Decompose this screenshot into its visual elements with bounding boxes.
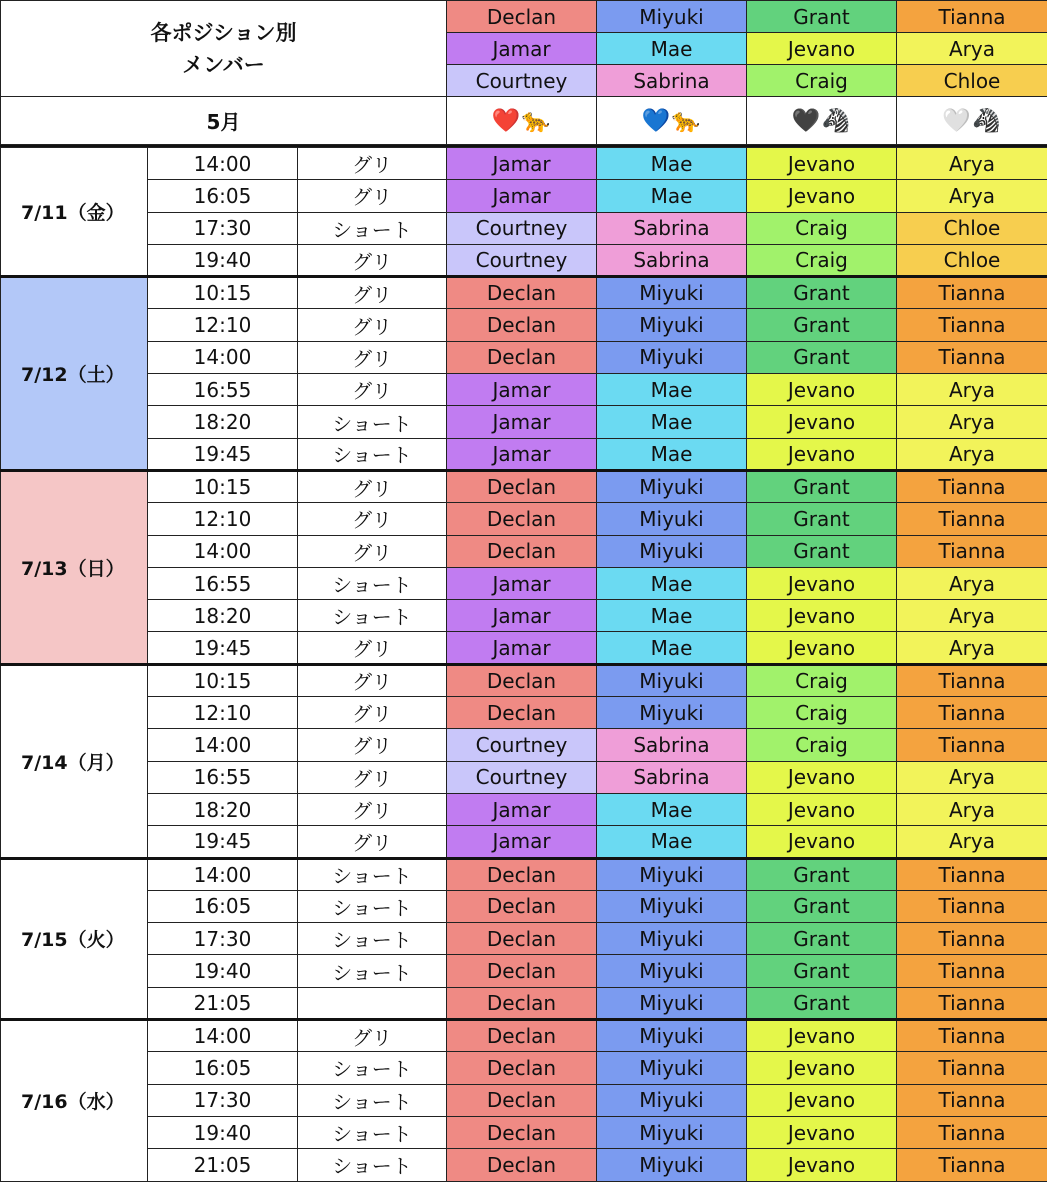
member-cell: Arya (897, 180, 1047, 212)
schedule-row (1, 1149, 1047, 1181)
show-type-cell: グリ (298, 1020, 447, 1052)
time-cell: 16:55 (148, 761, 298, 793)
member-cell: Miyuki (597, 341, 747, 373)
show-type-cell: ショート (298, 567, 447, 599)
member-cell: Tianna (897, 1052, 1047, 1084)
schedule-row (1, 470, 1047, 502)
month-label: 5月 (1, 97, 447, 145)
member-cell: Declan (447, 1052, 597, 1084)
member-cell: Tianna (897, 1116, 1047, 1148)
member-cell: Tianna (897, 1020, 1047, 1052)
show-type-cell: ショート (298, 1052, 447, 1084)
member-cell: Declan (447, 309, 597, 341)
member-cell: Chloe (897, 65, 1047, 97)
schedule-row (1, 761, 1047, 793)
show-type-cell: グリ (298, 729, 447, 761)
member-cell: Jamar (447, 406, 597, 438)
time-cell: 10:15 (148, 470, 298, 502)
member-cell: Declan (447, 890, 597, 922)
time-cell: 16:05 (148, 1052, 298, 1084)
member-cell: Declan (447, 535, 597, 567)
member-cell: Sabrina (597, 761, 747, 793)
member-cell: Mae (597, 567, 747, 599)
time-cell: 19:45 (148, 632, 298, 664)
time-cell: 14:00 (148, 535, 298, 567)
member-cell: Declan (447, 987, 597, 1019)
show-type-cell: ショート (298, 955, 447, 987)
member-cell: Sabrina (597, 729, 747, 761)
time-cell: 16:05 (148, 890, 298, 922)
show-type-cell: グリ (298, 374, 447, 406)
member-cell: Sabrina (597, 244, 747, 276)
member-cell: Jamar (447, 33, 597, 65)
member-cell: Jamar (447, 567, 597, 599)
schedule-table (0, 147, 1047, 1182)
member-cell: Arya (897, 632, 1047, 664)
member-cell: Mae (597, 826, 747, 858)
team-emoji-icon: 💙🐆 (597, 97, 747, 145)
member-cell: Grant (747, 1, 897, 33)
member-cell: Tianna (897, 890, 1047, 922)
schedule-row (1, 535, 1047, 567)
time-cell: 16:55 (148, 567, 298, 599)
schedule-row (1, 632, 1047, 664)
title-line-1: 各ポジション別 (150, 20, 297, 45)
member-cell: Jevano (747, 438, 897, 470)
schedule-row (1, 923, 1047, 955)
member-cell: Craig (747, 65, 897, 97)
time-cell: 12:10 (148, 503, 298, 535)
schedule-row (1, 826, 1047, 858)
time-cell: 18:20 (148, 793, 298, 825)
show-type-cell: ショート (298, 212, 447, 244)
show-type-cell: グリ (298, 632, 447, 664)
time-cell: 14:00 (148, 1020, 298, 1052)
member-cell: Jevano (747, 1052, 897, 1084)
time-cell: 16:05 (148, 180, 298, 212)
show-type-cell: グリ (298, 470, 447, 502)
member-cell: Grant (747, 955, 897, 987)
time-cell: 19:45 (148, 438, 298, 470)
member-cell: Arya (897, 148, 1047, 180)
show-type-cell: グリ (298, 761, 447, 793)
member-cell: Declan (447, 1116, 597, 1148)
schedule-row (1, 438, 1047, 470)
time-cell: 14:00 (148, 341, 298, 373)
date-cell: 7/14（月） (1, 664, 148, 858)
member-cell: Jevano (747, 761, 897, 793)
show-type-cell: グリ (298, 535, 447, 567)
member-cell: Declan (447, 341, 597, 373)
schedule-row (1, 1052, 1047, 1084)
member-cell: Miyuki (597, 1, 747, 33)
member-cell: Declan (447, 697, 597, 729)
schedule-row (1, 277, 1047, 309)
member-cell: Courtney (447, 729, 597, 761)
member-cell: Tianna (897, 535, 1047, 567)
schedule-row (1, 600, 1047, 632)
schedule-row (1, 890, 1047, 922)
member-cell: Declan (447, 1020, 597, 1052)
schedule-row (1, 664, 1047, 696)
date-cell: 7/11（金） (1, 148, 148, 277)
member-cell: Jamar (447, 826, 597, 858)
member-cell: Miyuki (597, 890, 747, 922)
date-cell: 7/12（土） (1, 277, 148, 471)
member-cell: Craig (747, 697, 897, 729)
member-cell: Tianna (897, 277, 1047, 309)
show-type-cell: ショート (298, 1116, 447, 1148)
time-cell: 16:55 (148, 374, 298, 406)
member-cell: Miyuki (597, 858, 747, 890)
member-cell: Miyuki (597, 309, 747, 341)
member-cell: Miyuki (597, 697, 747, 729)
member-cell: Miyuki (597, 664, 747, 696)
member-cell: Arya (897, 33, 1047, 65)
member-cell: Arya (897, 406, 1047, 438)
time-cell: 10:15 (148, 664, 298, 696)
member-cell: Miyuki (597, 923, 747, 955)
member-cell: Miyuki (597, 987, 747, 1019)
member-cell: Arya (897, 438, 1047, 470)
member-cell: Jamar (447, 793, 597, 825)
schedule-row (1, 567, 1047, 599)
schedule-row (1, 793, 1047, 825)
schedule-row (1, 212, 1047, 244)
member-cell: Grant (747, 341, 897, 373)
member-cell: Sabrina (597, 65, 747, 97)
member-cell: Courtney (447, 212, 597, 244)
member-cell: Mae (597, 374, 747, 406)
member-cell: Jevano (747, 567, 897, 599)
member-cell: Grant (747, 890, 897, 922)
time-cell: 17:30 (148, 1084, 298, 1116)
member-cell: Jamar (447, 180, 597, 212)
member-cell: Jevano (747, 1084, 897, 1116)
member-cell: Miyuki (597, 955, 747, 987)
schedule-row (1, 1020, 1047, 1052)
member-cell: Jevano (747, 1116, 897, 1148)
show-type-cell: グリ (298, 180, 447, 212)
member-cell: Arya (897, 793, 1047, 825)
member-cell: Jamar (447, 438, 597, 470)
member-cell: Declan (447, 1, 597, 33)
show-type-cell: グリ (298, 148, 447, 180)
member-cell: Miyuki (597, 277, 747, 309)
member-cell: Jamar (447, 632, 597, 664)
time-cell: 21:05 (148, 987, 298, 1019)
member-cell: Tianna (897, 664, 1047, 696)
show-type-cell: グリ (298, 309, 447, 341)
member-cell: Declan (447, 923, 597, 955)
show-type-cell: ショート (298, 890, 447, 922)
member-cell: Mae (597, 148, 747, 180)
member-cell: Tianna (897, 470, 1047, 502)
member-cell: Jamar (447, 374, 597, 406)
schedule-row (1, 341, 1047, 373)
time-cell: 19:40 (148, 244, 298, 276)
show-type-cell: グリ (298, 503, 447, 535)
schedule-row (1, 374, 1047, 406)
member-cell: Tianna (897, 1084, 1047, 1116)
member-cell: Chloe (897, 244, 1047, 276)
show-type-cell: ショート (298, 600, 447, 632)
time-cell: 17:30 (148, 212, 298, 244)
member-cell: Tianna (897, 955, 1047, 987)
member-cell: Mae (597, 438, 747, 470)
member-cell: Jevano (747, 826, 897, 858)
member-cell: Grant (747, 535, 897, 567)
member-cell: Tianna (897, 1, 1047, 33)
time-cell: 21:05 (148, 1149, 298, 1181)
page-title (1, 1, 447, 97)
member-cell: Grant (747, 987, 897, 1019)
show-type-cell: グリ (298, 244, 447, 276)
member-cell: Miyuki (597, 1020, 747, 1052)
member-cell: Jamar (447, 600, 597, 632)
member-cell: Craig (747, 664, 897, 696)
member-cell: Craig (747, 212, 897, 244)
schedule-row (1, 1084, 1047, 1116)
show-type-cell: ショート (298, 923, 447, 955)
time-cell: 10:15 (148, 277, 298, 309)
member-cell: Jevano (747, 1020, 897, 1052)
show-type-cell: グリ (298, 826, 447, 858)
member-cell: Jevano (747, 180, 897, 212)
member-cell: Chloe (897, 212, 1047, 244)
member-cell: Grant (747, 309, 897, 341)
member-cell: Jamar (447, 148, 597, 180)
member-cell: Tianna (897, 1149, 1047, 1181)
member-cell: Tianna (897, 697, 1047, 729)
member-cell: Declan (447, 1084, 597, 1116)
member-cell: Grant (747, 858, 897, 890)
time-cell: 14:00 (148, 148, 298, 180)
member-cell: Jevano (747, 793, 897, 825)
member-cell: Tianna (897, 858, 1047, 890)
show-type-cell: ショート (298, 1084, 447, 1116)
time-cell: 18:20 (148, 600, 298, 632)
member-cell: Declan (447, 955, 597, 987)
title-line-2: メンバー (182, 52, 265, 77)
time-cell: 12:10 (148, 697, 298, 729)
date-cell: 7/13（日） (1, 470, 148, 664)
time-cell: 18:20 (148, 406, 298, 438)
show-type-cell: ショート (298, 1149, 447, 1181)
member-cell: Craig (747, 244, 897, 276)
roster-header-table (0, 0, 1047, 145)
show-type-cell: グリ (298, 697, 447, 729)
show-type-cell (298, 987, 447, 1019)
member-cell: Miyuki (597, 535, 747, 567)
header-member-row (1, 1, 1047, 33)
member-cell: Declan (447, 470, 597, 502)
member-cell: Grant (747, 923, 897, 955)
member-cell: Mae (597, 793, 747, 825)
show-type-cell: グリ (298, 664, 447, 696)
team-emoji-icon: 🖤🦓 (747, 97, 897, 145)
member-cell: Mae (597, 180, 747, 212)
schedule-row (1, 406, 1047, 438)
time-cell: 17:30 (148, 923, 298, 955)
member-cell: Declan (447, 503, 597, 535)
show-type-cell: ショート (298, 438, 447, 470)
time-cell: 12:10 (148, 309, 298, 341)
member-cell: Arya (897, 374, 1047, 406)
show-type-cell: ショート (298, 858, 447, 890)
member-cell: Declan (447, 277, 597, 309)
member-cell: Arya (897, 826, 1047, 858)
member-cell: Miyuki (597, 1116, 747, 1148)
member-cell: Jevano (747, 33, 897, 65)
member-cell: Jevano (747, 1149, 897, 1181)
time-cell: 14:00 (148, 858, 298, 890)
show-type-cell: グリ (298, 793, 447, 825)
member-cell: Mae (597, 632, 747, 664)
time-cell: 19:40 (148, 955, 298, 987)
schedule-row (1, 858, 1047, 890)
show-type-cell: ショート (298, 406, 447, 438)
member-cell: Jevano (747, 148, 897, 180)
member-cell: Miyuki (597, 1149, 747, 1181)
member-cell: Tianna (897, 309, 1047, 341)
member-cell: Tianna (897, 503, 1047, 535)
date-cell: 7/16（水） (1, 1020, 148, 1181)
member-cell: Grant (747, 277, 897, 309)
schedule-row (1, 148, 1047, 180)
member-cell: Grant (747, 503, 897, 535)
time-cell: 14:00 (148, 729, 298, 761)
member-cell: Courtney (447, 65, 597, 97)
member-cell: Tianna (897, 987, 1047, 1019)
schedule-row (1, 1116, 1047, 1148)
member-cell: Miyuki (597, 1084, 747, 1116)
member-cell: Mae (597, 600, 747, 632)
member-cell: Miyuki (597, 470, 747, 502)
team-emoji-icon: 🤍🦓 (897, 97, 1047, 145)
date-cell: 7/15（火） (1, 858, 148, 1019)
member-cell: Tianna (897, 341, 1047, 373)
member-cell: Miyuki (597, 503, 747, 535)
member-cell: Jevano (747, 406, 897, 438)
member-cell: Arya (897, 761, 1047, 793)
member-cell: Craig (747, 729, 897, 761)
member-cell: Courtney (447, 761, 597, 793)
member-cell: Jevano (747, 632, 897, 664)
schedule-row (1, 244, 1047, 276)
member-cell: Arya (897, 567, 1047, 599)
member-cell: Declan (447, 1149, 597, 1181)
member-cell: Grant (747, 470, 897, 502)
schedule-row (1, 987, 1047, 1019)
member-cell: Jevano (747, 600, 897, 632)
time-cell: 19:45 (148, 826, 298, 858)
member-cell: Arya (897, 600, 1047, 632)
member-cell: Declan (447, 664, 597, 696)
member-cell: Declan (447, 858, 597, 890)
schedule-row (1, 697, 1047, 729)
schedule-row (1, 309, 1047, 341)
schedule-row (1, 503, 1047, 535)
member-cell: Jevano (747, 374, 897, 406)
member-cell: Mae (597, 406, 747, 438)
member-cell: Miyuki (597, 1052, 747, 1084)
member-cell: Tianna (897, 923, 1047, 955)
schedule-row (1, 180, 1047, 212)
member-cell: Sabrina (597, 212, 747, 244)
member-cell: Mae (597, 33, 747, 65)
schedule-row (1, 955, 1047, 987)
member-cell: Tianna (897, 729, 1047, 761)
time-cell: 19:40 (148, 1116, 298, 1148)
show-type-cell: グリ (298, 341, 447, 373)
schedule-row (1, 729, 1047, 761)
team-emoji-icon: ❤️🐆 (447, 97, 597, 145)
header-month-row (1, 97, 1047, 145)
show-type-cell: グリ (298, 277, 447, 309)
member-cell: Courtney (447, 244, 597, 276)
